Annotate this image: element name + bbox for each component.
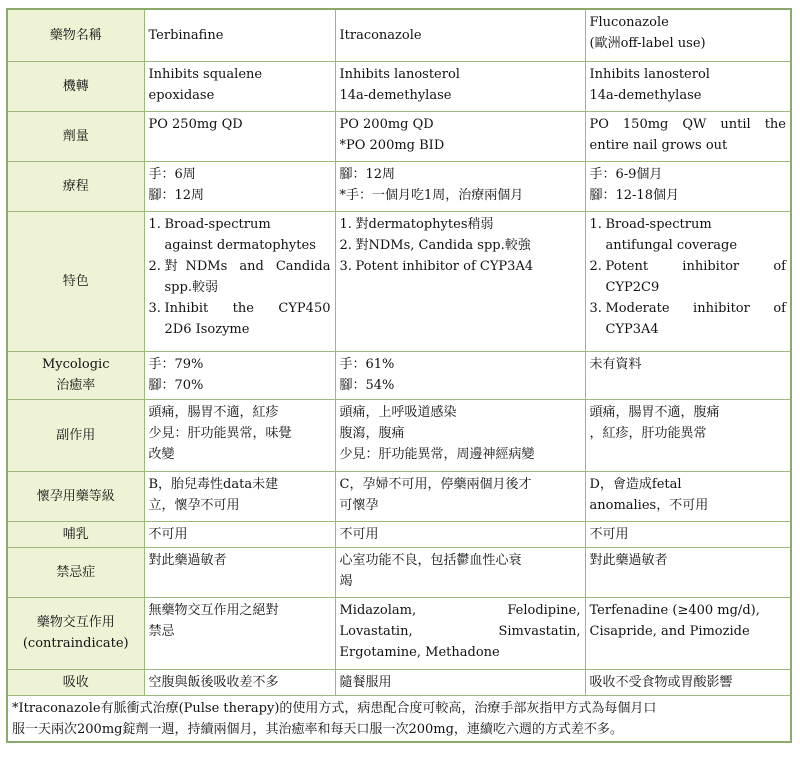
cell-text-line: ，紅疹，肝功能異常: [589, 425, 707, 441]
row-side-effects: [7, 399, 791, 471]
row-label-text: 特色: [62, 273, 89, 289]
cell-text-line: 未有資料: [589, 356, 642, 372]
drug-name-text: Terbinafine: [148, 28, 224, 44]
cell-text-line: 手：61%: [339, 356, 395, 372]
cell-text-line: 頭痛，腸胃不適，腹痛: [589, 404, 720, 420]
cell-text-line: 不可用: [339, 526, 379, 542]
row-interactions: [7, 597, 791, 669]
drug-note: (歐洲off-label use): [589, 36, 706, 51]
cell-text-line: 心室功能不良，包括鬱血性心衰: [339, 552, 522, 568]
cell-course-fluconazole: [585, 161, 791, 211]
footnote-row: [7, 695, 791, 742]
cell-course-itraconazole: [335, 161, 585, 211]
row-label-text: 治癒率: [56, 378, 96, 393]
cell-text-line: 14a-demethylase: [339, 87, 452, 103]
row-label: [7, 547, 144, 597]
cell-text-line: 腳：12周: [148, 187, 205, 203]
row-label-text: 療程: [62, 178, 89, 194]
cell-text-line: 少見：肝功能異常，味覺: [148, 425, 292, 441]
cell-text-line: B，胎兒毒性data未建: [148, 476, 279, 492]
row-label: [7, 211, 144, 351]
cell-text-line: 手：79%: [148, 356, 204, 372]
cell-text-line: 可懷孕: [339, 497, 379, 513]
feature-item-text: [165, 256, 331, 298]
cell-mechanism-fluconazole: [585, 61, 791, 111]
feature-item-number: 3.: [339, 258, 352, 274]
cell-text-line: Ergotamine, Methadone: [339, 644, 500, 660]
cell-features-terbinafine: [144, 211, 335, 351]
cell-text-line: *PO 200mg BID: [339, 137, 445, 153]
cell-text-line: Midazolam, Felodipine,: [339, 602, 581, 618]
row-label: [7, 669, 144, 695]
feature-item: [590, 298, 787, 340]
feature-item-line: Potent inhibitor of: [605, 258, 786, 274]
row-label-text: Mycologic: [41, 357, 110, 372]
row-pregnancy: [7, 471, 791, 521]
feature-item-line: against dermatophytes: [164, 237, 316, 253]
feature-item-line: Broad-spectrum: [605, 216, 712, 232]
feature-item-text: [356, 214, 581, 235]
row-label-text: 藥物交互作用: [36, 615, 115, 630]
cell-text-line: Inhibits squalene: [148, 66, 263, 82]
cell-text-line: 14a-demethylase: [589, 87, 702, 103]
row-label: [7, 351, 144, 399]
cell-cure-fluconazole: [585, 351, 791, 399]
row-cure-rate: [7, 351, 791, 399]
cell-breastfeeding-itraconazole: [335, 521, 585, 547]
feature-item: [149, 256, 331, 298]
cell-course-terbinafine: [144, 161, 335, 211]
cell-text-line: 空腹與飯後吸收差不多: [148, 674, 279, 690]
feature-item-number: 2.: [339, 237, 352, 253]
cell-absorption-itraconazole: [335, 669, 585, 695]
feature-item: [149, 214, 331, 256]
drug-name-text: Fluconazole: [589, 15, 669, 30]
row-label: [7, 521, 144, 547]
cell-side-effects-terbinafine: [144, 399, 335, 471]
row-label: [7, 161, 144, 211]
cell-text-line: 腳：12周: [339, 166, 396, 182]
cell-text-line: anomalies，不可用: [589, 497, 709, 513]
row-label-text: 懷孕用藥等級: [36, 488, 115, 504]
cell-contra-itraconazole: [335, 547, 585, 597]
header-row: [7, 9, 791, 61]
feature-item-line: CYP3A4: [605, 321, 659, 337]
feature-item-line: spp.較弱: [164, 279, 218, 295]
feature-item: [340, 256, 581, 277]
row-label-text: 吸收: [62, 674, 89, 690]
footnote-line: 服一天兩次200mg錠劑一週，持續兩個月，其治癒率和每天口服一次200mg，連續吃六週的方式差不多。: [12, 721, 623, 737]
row-label: [7, 399, 144, 471]
cell-text-line: 手：6-9個月: [589, 166, 663, 182]
feature-item-line: 對dermatophytes稍弱: [355, 216, 494, 232]
cell-text-line: Inhibits lanosterol: [589, 66, 710, 82]
cell-mechanism-itraconazole: [335, 61, 585, 111]
row-absorption: [7, 669, 791, 695]
feature-item-line: Broad-spectrum: [164, 216, 271, 232]
cell-text-line: 隨餐服用: [339, 674, 392, 690]
row-label-text: 禁忌症: [56, 564, 96, 580]
cell-cure-itraconazole: [335, 351, 585, 399]
cell-text-line: 手：6周: [148, 166, 196, 182]
footnote-line: *Itraconazole有脈衝式治療(Pulse therapy)的使用方式，病患配合度可較高，治療手部灰指甲方式為每個月口: [12, 700, 657, 716]
cell-dose-fluconazole: [585, 111, 791, 161]
cell-text-line: 頭痛，上呼吸道感染: [339, 404, 457, 420]
cell-text-line: 對此藥過敏者: [589, 552, 668, 568]
row-label-text: 劑量: [62, 128, 89, 144]
cell-dose-itraconazole: [335, 111, 585, 161]
cell-interactions-itraconazole: [335, 597, 585, 669]
feature-item-line: antifungal coverage: [605, 237, 738, 253]
cell-contra-fluconazole: [585, 547, 791, 597]
drug-comparison-table-container: [6, 8, 792, 743]
drug-name-terbinafine: [144, 9, 335, 61]
cell-text-line: 竭: [339, 573, 353, 589]
feature-item-line: Inhibit the CYP450: [164, 300, 331, 316]
cell-cure-terbinafine: [144, 351, 335, 399]
cell-text-line: PO 250mg QD: [148, 116, 243, 132]
feature-item-number: 2.: [589, 258, 602, 274]
cell-mechanism-terbinafine: [144, 61, 335, 111]
header-label: 藥物名稱: [49, 27, 102, 43]
cell-pregnancy-terbinafine: [144, 471, 335, 521]
feature-item-text: [606, 298, 787, 340]
footnote: [7, 695, 791, 742]
row-label: [7, 597, 144, 669]
cell-text-line: entire nail grows out: [589, 137, 728, 153]
row-dose: [7, 111, 791, 161]
feature-item-line: 2D6 Isozyme: [164, 321, 250, 337]
cell-breastfeeding-terbinafine: [144, 521, 335, 547]
cell-side-effects-fluconazole: [585, 399, 791, 471]
feature-item-line: Potent inhibitor of CYP3A4: [355, 258, 534, 274]
row-label: [7, 471, 144, 521]
cell-text-line: 腳：12-18個月: [589, 187, 679, 203]
cell-text-line: 腹瀉，腹痛: [339, 425, 405, 441]
feature-item-number: 3.: [589, 300, 602, 316]
cell-absorption-terbinafine: [144, 669, 335, 695]
feature-item-number: 3.: [148, 300, 161, 316]
row-contraindications: [7, 547, 791, 597]
cell-breastfeeding-fluconazole: [585, 521, 791, 547]
feature-item-line: CYP2C9: [605, 279, 660, 295]
row-features: [7, 211, 791, 351]
feature-item-number: 2.: [148, 258, 161, 274]
row-label: [7, 61, 144, 111]
cell-text-line: C，孕婦不可用，停藥兩個月後才: [339, 476, 532, 492]
cell-text-line: D，會造成fetal: [589, 476, 682, 492]
row-label-text: 哺乳: [62, 526, 89, 542]
cell-features-itraconazole: [335, 211, 585, 351]
feature-item: [590, 214, 787, 256]
feature-item-text: [165, 298, 331, 340]
cell-text-line: Inhibits lanosterol: [339, 66, 460, 82]
cell-pregnancy-fluconazole: [585, 471, 791, 521]
feature-item-line: Moderate inhibitor of: [605, 300, 786, 316]
cell-text-line: 禁忌: [148, 623, 175, 639]
cell-absorption-fluconazole: [585, 669, 791, 695]
feature-item-text: [606, 214, 787, 256]
cell-text-line: 腳：70%: [148, 377, 204, 393]
cell-text-line: 不可用: [589, 526, 629, 542]
feature-item-text: [165, 214, 331, 256]
cell-contra-terbinafine: [144, 547, 335, 597]
cell-text-line: 改變: [148, 446, 175, 462]
row-mechanism: [7, 61, 791, 111]
drug-name-itraconazole: [335, 9, 585, 61]
cell-text-line: PO 150mg QW until the: [589, 116, 786, 132]
cell-side-effects-itraconazole: [335, 399, 585, 471]
header-label-cell: [7, 9, 144, 61]
cell-text-line: 對此藥過敏者: [148, 552, 227, 568]
feature-item: [149, 298, 331, 340]
cell-text-line: 頭痛，腸胃不適，紅疹: [148, 404, 279, 420]
feature-item-number: 1.: [339, 216, 352, 232]
row-label: [7, 111, 144, 161]
feature-item-text: [606, 256, 787, 298]
feature-item: [340, 214, 581, 235]
cell-pregnancy-itraconazole: [335, 471, 585, 521]
cell-text-line: *手：一個月吃1周，治療兩個月: [339, 187, 524, 203]
cell-text-line: 立，懷孕不可用: [148, 497, 240, 513]
antifungal-comparison-table: [6, 8, 792, 743]
cell-interactions-terbinafine: [144, 597, 335, 669]
cell-text-line: epoxidase: [148, 87, 215, 103]
drug-name-text: Itraconazole: [339, 28, 422, 44]
row-label-text: 機轉: [62, 78, 89, 94]
cell-text-line: Lovastatin, Simvastatin,: [339, 623, 581, 639]
cell-text-line: 少見：肝功能異常，周邊神經病變: [339, 446, 535, 462]
feature-item-text: [356, 256, 581, 277]
cell-features-fluconazole: [585, 211, 791, 351]
feature-item-line: 對NDMs, Candida spp.較強: [355, 237, 531, 253]
cell-text-line: 無藥物交互作用之絕對: [148, 602, 279, 618]
cell-text-line: Terfenadine (≥400 mg/d),: [589, 602, 760, 618]
cell-text-line: 腳：54%: [339, 377, 395, 393]
drug-name-fluconazole: [585, 9, 791, 61]
cell-text-line: Cisapride, and Pimozide: [589, 623, 750, 639]
feature-item-number: 1.: [148, 216, 161, 232]
row-label-text: 副作用: [56, 427, 96, 443]
row-label-text: (contraindicate): [22, 636, 129, 651]
row-breastfeeding: [7, 521, 791, 547]
cell-interactions-fluconazole: [585, 597, 791, 669]
cell-text-line: PO 200mg QD: [339, 116, 434, 132]
feature-item: [590, 256, 787, 298]
row-course: [7, 161, 791, 211]
cell-text-line: 吸收不受食物或胃酸影響: [589, 674, 733, 690]
cell-dose-terbinafine: [144, 111, 335, 161]
feature-item-text: [356, 235, 581, 256]
feature-item: [340, 235, 581, 256]
feature-item-number: 1.: [589, 216, 602, 232]
cell-text-line: 不可用: [148, 526, 188, 542]
feature-item-line: 對NDMs and Candida: [164, 258, 331, 274]
